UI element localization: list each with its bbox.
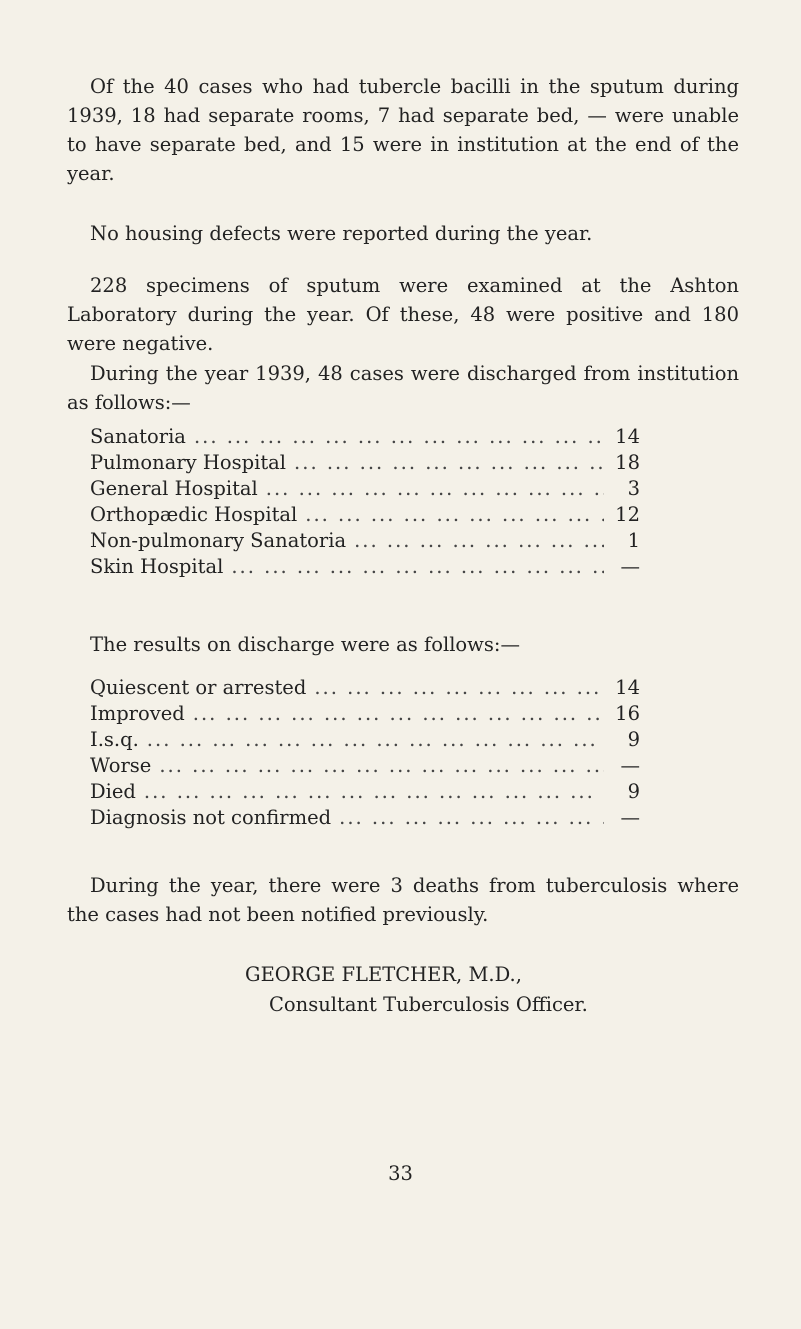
item-value: 12 [615,503,640,526]
item-label: Skin Hospital [90,555,224,578]
leader-dots [354,528,604,554]
leader-dots [193,701,604,727]
item-value: 1 [627,529,640,552]
signature-name: GEORGE FLETCHER, M.D., [245,963,522,986]
list-item [90,779,640,805]
paragraph-housing-defects: No housing defects were reported during the year. [90,222,593,245]
leader-dots [231,554,604,580]
list-item [90,805,640,831]
list-item [90,753,640,779]
item-value: 3 [627,477,640,500]
leader-dots [294,450,604,476]
leader-dots [339,805,604,831]
paragraph-specimens: 228 specimens of sputum were examined at the Ashton Laboratory during the year. Of these, 48 were positive and 180 were negative. [67,274,739,355]
list-item [90,476,640,502]
item-value: 9 [627,780,640,803]
item-label: Non-pulmonary Sanatoria [90,529,347,552]
item-label: I.s.q. [90,728,139,751]
item-label: Improved [90,702,185,725]
list-item [90,675,640,701]
paragraph-results-intro: The results on discharge were as follows:— [90,633,520,656]
item-label: General Hospital [90,477,258,500]
list-item [90,424,640,450]
list-item [90,554,640,580]
item-value: 14 [615,425,640,448]
leader-dots [266,476,604,502]
discharge-institution-list [90,424,640,580]
signature-title: Consultant Tuberculosis Officer. [269,993,588,1016]
item-value: 16 [615,702,640,725]
list-item [90,528,640,554]
leader-dots [159,753,604,779]
item-value: 18 [615,451,640,474]
item-label: Orthopædic Hospital [90,503,298,526]
item-value: — [620,754,640,777]
item-value: — [620,806,640,829]
item-value: — [620,555,640,578]
item-label: Died [90,780,136,803]
leader-dots [305,502,604,528]
item-label: Worse [90,754,152,777]
discharge-results-list [90,675,640,831]
leader-dots [194,424,604,450]
paragraph-sputum-cases: Of the 40 cases who had tubercle bacilli in the sputum during 1939, 18 had separate rooms, 7 had separate bed, — were unable to have separate bed, and 15 were in institution at the end of the year. [67,75,739,185]
item-value: 14 [615,676,640,699]
list-item [90,502,640,528]
item-label: Pulmonary Hospital [90,451,287,474]
list-item [90,727,640,753]
item-label: Quiescent or arrested [90,676,307,699]
item-label: Diagnosis not confirmed [90,806,332,829]
leader-dots [314,675,604,701]
leader-dots [147,727,604,753]
item-value: 9 [627,728,640,751]
item-label: Sanatoria [90,425,186,448]
list-item [90,701,640,727]
paragraph-deaths: During the year, there were 3 deaths from tuberculosis where the cases had not been notified previously. [67,874,739,926]
paragraph-discharged-intro: During the year 1939, 48 cases were discharged from institution as follows:— [67,362,739,414]
list-item [90,450,640,476]
leader-dots [144,779,604,805]
page-number: 33 [388,1162,413,1185]
